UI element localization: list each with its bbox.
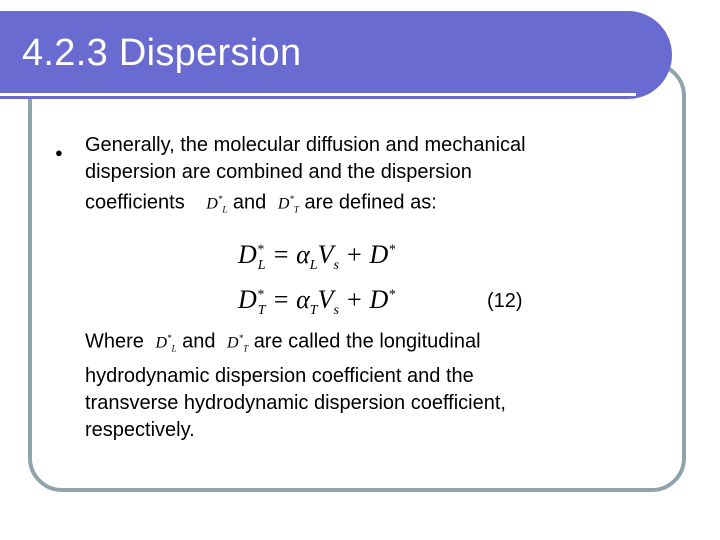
where-text-called: are called the longitudinal <box>253 330 481 353</box>
paragraph-intro <box>85 132 526 224</box>
where-text-where: Where <box>85 330 144 353</box>
intro-line-1: Generally, the molecular diffusion and mechanical <box>85 134 526 156</box>
where-line-1 <box>85 325 506 363</box>
slide-title: 4.2.3 Dispersion <box>22 32 302 74</box>
intro-line-3 <box>85 186 526 224</box>
where-line-4: respectively. <box>85 418 195 441</box>
intro-line-2: dispersion are combined and the dispersion <box>85 161 472 183</box>
symbol-dt: $D^*_T$ <box>277 194 299 215</box>
equation-number: (12) <box>487 290 523 312</box>
where-line-2: hydrodynamic dispersion coefficient and the <box>85 364 474 387</box>
bullet-icon: ● <box>55 145 63 160</box>
title-underline <box>0 93 636 96</box>
symbol-dl: $D^*_L$ <box>206 194 228 215</box>
equation-transverse: $D^*_T = \alpha_TV_s + D^*$ <box>238 285 396 319</box>
intro-text-and: and <box>232 191 267 214</box>
symbol-dl-2: $D^*_L$ <box>155 333 177 354</box>
intro-text-defined: are defined as: <box>304 191 437 214</box>
symbol-dt-2: $D^*_T$ <box>227 333 249 354</box>
intro-text-coefficients: coefficients <box>85 191 185 214</box>
equation-longitudinal: $D^*_L = \alpha_LV_s + D^*$ <box>238 240 396 274</box>
paragraph-where <box>85 325 506 444</box>
where-line-3: transverse hydrodynamic dispersion coefficient, <box>85 391 506 414</box>
where-text-and: and <box>182 330 216 353</box>
